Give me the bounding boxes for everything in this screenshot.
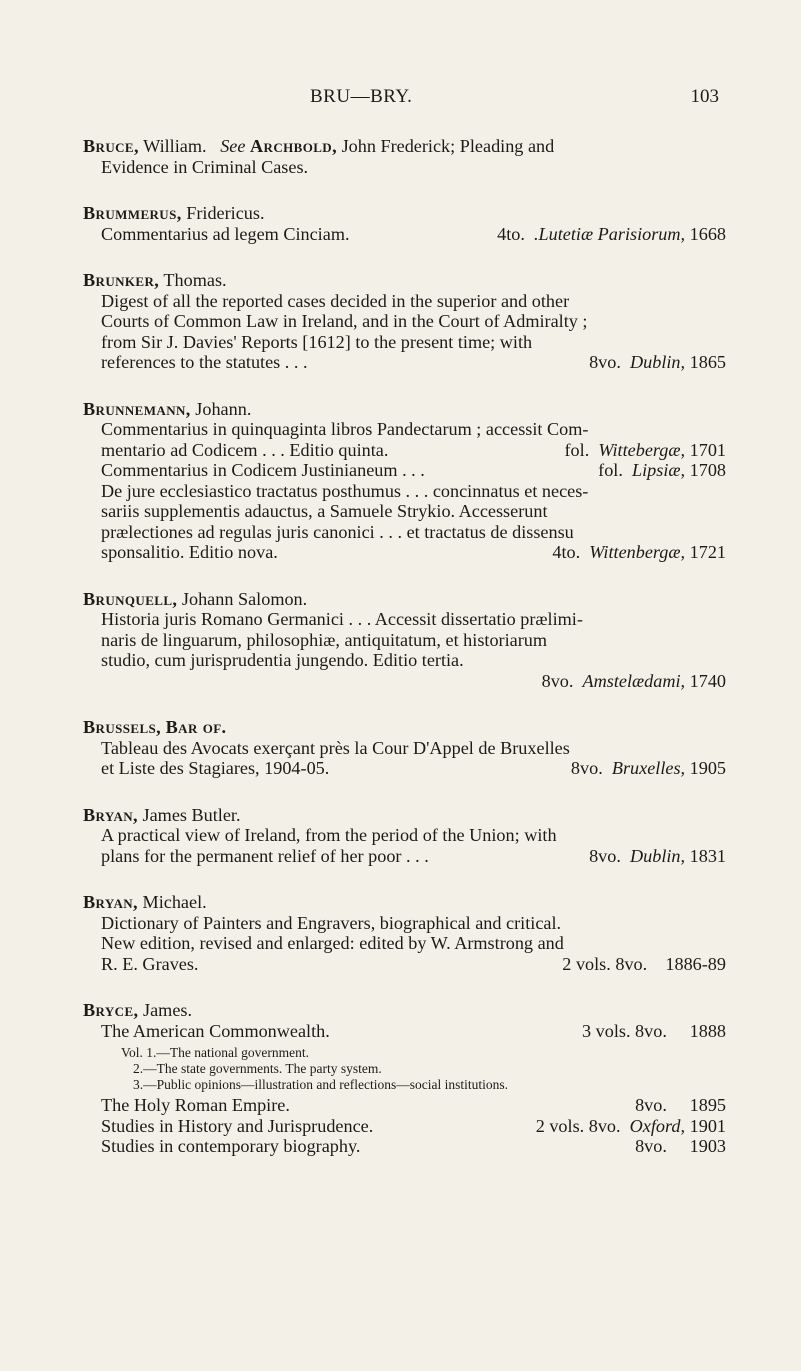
work-line: Dictionary of Painters and Engravers, biographical and critical. [101, 912, 562, 933]
contents-notes [121, 1045, 726, 1093]
entry-heading [83, 589, 726, 610]
work-text [101, 291, 726, 373]
place: .Lutetiæ Parisiorum, [534, 223, 686, 244]
entry-bryan-michael [83, 892, 726, 974]
entry-forename: Fridericus. [181, 203, 265, 223]
work-line: New edition, revised and enlarged: edited by W. Armstrong and [101, 933, 564, 953]
work-line: Tableau des Avocats exerçant près la Cour D'Appel de Bruxelles [101, 737, 570, 758]
imprint [598, 460, 726, 481]
entry-heading [83, 717, 726, 738]
imprint [101, 671, 726, 692]
work-text-end: references to the statutes . . . [101, 352, 308, 372]
imprint [589, 352, 726, 373]
entry-surname: Bryan, [83, 804, 138, 825]
work-2 [101, 1095, 726, 1116]
entry-surname: Bryan, [83, 892, 138, 912]
entry-bruce [83, 136, 726, 177]
entry-surname-2: Bar of. [165, 717, 227, 737]
work-3 [101, 1116, 726, 1137]
year: 1903 [689, 1136, 726, 1156]
imprint [536, 1116, 726, 1137]
imprint [635, 1095, 726, 1116]
work-line [101, 542, 726, 563]
year: 1888 [689, 1020, 726, 1041]
year: 1740 [689, 670, 726, 691]
work-2 [101, 460, 726, 481]
year: 1886-89 [665, 953, 726, 974]
entry-heading [83, 892, 726, 913]
work-text-end: mentario ad Codicem . . . Editio quinta. [101, 439, 389, 460]
year: 1668 [689, 223, 726, 244]
imprint [635, 1136, 726, 1157]
work-line [101, 846, 726, 867]
imprint [552, 542, 726, 563]
work-line [101, 352, 726, 373]
entry-forename: James Butler. [137, 804, 241, 825]
format: 3 vols. 8vo. [582, 1020, 667, 1041]
imprint [562, 954, 726, 975]
entry-heading [83, 399, 726, 420]
work-1 [101, 1021, 726, 1042]
work-text-end: sponsalitio. Editio nova. [101, 542, 278, 562]
entry-bryan-james [83, 805, 726, 867]
work-line: from Sir J. Davies' Reports [1612] to the present time; with [101, 331, 533, 352]
year: 1831 [689, 845, 726, 866]
entry-forename: Johann. [190, 398, 252, 419]
see-rest: John Frederick; Pleading and [337, 136, 555, 156]
year: 1701 [689, 439, 726, 460]
work-line [101, 954, 726, 975]
entry-surname: Bruce, [83, 136, 139, 156]
entry-forename: Johann Salomon. [177, 588, 308, 609]
work-text-end: R. E. Graves. [101, 953, 199, 974]
running-head [0, 86, 801, 116]
entry-surname: Brunker, [83, 270, 160, 290]
entry-forename: Michael. [137, 892, 207, 912]
place: Bruxelles, [611, 758, 686, 778]
imprint [582, 1021, 726, 1042]
format: 8vo. [589, 352, 621, 372]
work-line [101, 758, 726, 779]
work-line: sariis supplementis adauctus, a Samuele Strykio. Accesserunt [101, 501, 548, 521]
format: 4to. [497, 223, 525, 244]
page-number: 103 [690, 86, 719, 107]
entry-brunnemann [83, 399, 726, 563]
work-4 [101, 1136, 726, 1157]
work-title: The Holy Roman Empire. [101, 1095, 290, 1115]
cross-reference-line: Evidence in Criminal Cases. [101, 156, 309, 177]
entry-brussels [83, 717, 726, 779]
entry-heading [83, 1000, 726, 1021]
entry-bryce [83, 1000, 726, 1157]
entry-heading [83, 805, 726, 826]
format: 2 vols. 8vo. [562, 953, 648, 974]
entry-brummerus [83, 203, 726, 244]
entry-forename: Thomas. [159, 270, 227, 290]
place: Dublin, [630, 845, 686, 866]
format: 4to. [552, 542, 581, 562]
place: Wittenbergæ, [589, 542, 686, 562]
entry-forename: James. [138, 1000, 193, 1020]
work-line: De jure ecclesiastico tractatus posthumus . . . concinnatus et neces- [101, 480, 589, 501]
year: 1708 [689, 460, 726, 480]
work-line: prælectiones ad regulas juris canonici . . . et tractatus de dissensu [101, 521, 574, 542]
imprint [571, 758, 726, 779]
format: 8vo. [589, 845, 621, 866]
imprint [497, 224, 726, 245]
work-line: studio, cum jurisprudentia jungendo. Editio tertia. [101, 650, 464, 670]
see-label: See [220, 136, 246, 156]
work-line: naris de linguarum, philosophiæ, antiquitatum, et historiarum [101, 629, 548, 650]
entry-surname: Brunnemann, [83, 398, 191, 419]
year: 1895 [689, 1095, 726, 1115]
year: 1721 [689, 542, 726, 562]
entry-brunker [83, 270, 726, 373]
format: 8vo. [570, 758, 603, 778]
see-surname: Archbold, [250, 136, 338, 156]
work-title: The American Commonwealth. [101, 1020, 330, 1041]
work-text [101, 825, 726, 866]
place: Dublin, [630, 352, 686, 372]
work-title: Commentarius in Codicem Justinianeum . . . [101, 460, 425, 480]
format: 2 vols. 8vo. [535, 1115, 621, 1136]
note-line: Vol. 1.—The national government. [121, 1045, 309, 1060]
work-line: Commentarius in quinquaginta libros Pandectarum ; accessit Com- [101, 419, 589, 439]
running-title: BRU—BRY. [310, 86, 413, 107]
format: 8vo. [635, 1136, 667, 1156]
work-line: Digest of all the reported cases decided in the superior and other [101, 290, 570, 311]
place: Oxford, [629, 1115, 686, 1136]
year: 1865 [689, 352, 726, 372]
work-text [101, 913, 726, 975]
format: 8vo. [635, 1095, 667, 1115]
work-title: Studies in History and Jurisprudence. [101, 1115, 374, 1136]
place: Lipsiæ, [632, 460, 686, 480]
work-line: Courts of Common Law in Ireland, and in the Court of Admiralty ; [101, 311, 588, 331]
work-title: Commentarius ad legem Cinciam. [101, 223, 350, 244]
format: fol. [598, 460, 623, 480]
work-text [101, 609, 726, 691]
entry-surname: Brunquell, [83, 588, 178, 609]
work-line [101, 440, 726, 461]
work-line [101, 224, 726, 245]
work-text [101, 738, 726, 779]
entry-surname: Brummerus, [83, 203, 182, 223]
place: Amstelædami, [582, 670, 686, 691]
work-title: Studies in contemporary biography. [101, 1136, 361, 1156]
imprint [589, 846, 726, 867]
year: 1905 [689, 758, 726, 778]
work-text-end: plans for the permanent relief of her poor . . . [101, 845, 429, 866]
entry-brunquell [83, 589, 726, 692]
place: Wittebergæ, [598, 439, 686, 460]
work-line: Historia juris Romano Germanici . . . Accessit dissertatio prælimi- [101, 609, 583, 629]
work-3 [101, 481, 726, 563]
work-text-end: et Liste des Stagiares, 1904-05. [101, 758, 330, 778]
catalogue-body [83, 136, 726, 1183]
year: 1901 [689, 1115, 726, 1136]
note-line: 2.—The state governments. The party system. [133, 1061, 382, 1076]
format: 8vo. [541, 670, 574, 691]
entry-surname: Bryce, [83, 1000, 139, 1020]
entry-forename: William. [138, 136, 207, 156]
note-line: 3.—Public opinions—illustration and reflections—social institutions. [133, 1077, 508, 1092]
entry-surname: Brussels, [83, 717, 162, 737]
work-1 [101, 419, 726, 460]
entry-heading [83, 136, 726, 157]
entry-heading [83, 270, 726, 291]
format: fol. [564, 439, 590, 460]
work-line: A practical view of Ireland, from the period of the Union; with [101, 825, 557, 845]
entry-heading [83, 203, 726, 224]
imprint [565, 440, 727, 461]
